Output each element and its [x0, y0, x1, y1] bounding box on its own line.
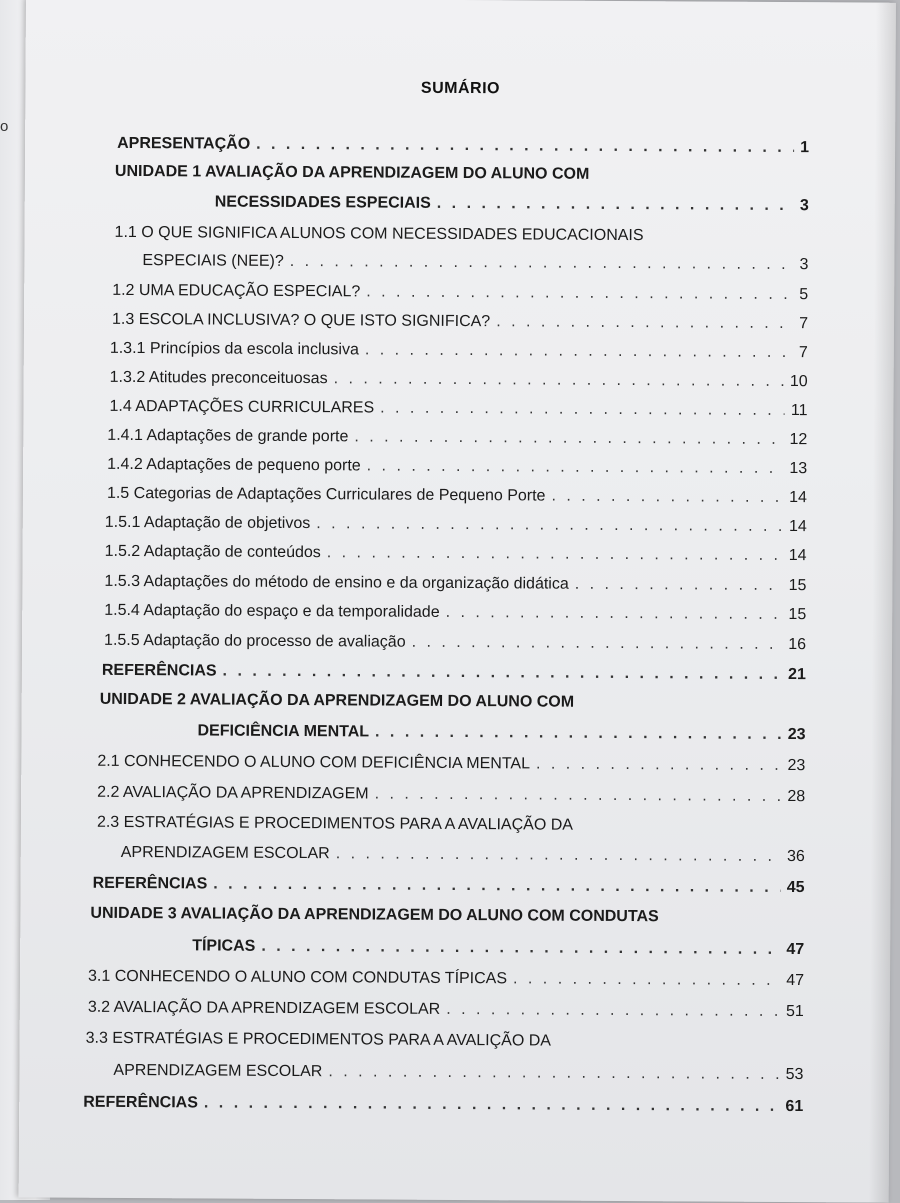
- toc-entry-page: 1: [800, 139, 810, 157]
- toc-entry-page: 5: [799, 286, 809, 304]
- toc-leader-dots: [551, 488, 783, 507]
- toc-entry-label: 3.2 AVALIAÇÃO DA APRENDIZAGEM ESCOLAR: [87, 998, 441, 1018]
- toc-entry-1-5-5: [104, 632, 806, 654]
- toc-entry-3-3-line-1: 3.3 ESTRATÉGIAS E PROCEDIMENTOS PARA A AVALIÇÃO DA: [85, 1029, 552, 1050]
- toc-leader-dots: [334, 370, 784, 391]
- toc-entry-1-1-line-1: 1.1 O QUE SIGNIFICA ALUNOS COM NECESSIDADES EDUCACIONAIS: [114, 223, 644, 245]
- toc-leader-dots: [380, 400, 785, 420]
- toc-leader-dots: [536, 755, 782, 774]
- toc-entry-label: 2.1 CONHECENDO O ALUNO COM DEFICIÊNCIA MENTAL: [97, 752, 531, 773]
- toc-entry-2-3-line-1: 2.3 ESTRATÉGIAS E PROCEDIMENTOS PARA A AVALIAÇÃO DA: [96, 813, 574, 834]
- toc-unit-2-heading: UNIDADE 2 AVALIAÇÃO DA APRENDIZAGEM DO ALUNO COM: [99, 690, 575, 711]
- toc-entry-page: 61: [785, 1098, 804, 1116]
- toc-entry-3-3: [113, 1062, 803, 1084]
- toc-leader-dots: [575, 576, 783, 595]
- toc-leader-dots: [412, 634, 783, 654]
- toc-entry-label: 1.3.1 Princípios da escola inclusiva: [109, 339, 359, 359]
- toc-entry-1-5: [107, 485, 807, 507]
- toc-entry-1-2: [112, 282, 808, 304]
- toc-entry-1-4-1: [107, 427, 807, 449]
- toc-leader-dots: [336, 845, 781, 866]
- toc-leader-dots: [367, 457, 784, 478]
- toc-entry-label: 1.5.1 Adaptação de objetivos: [104, 513, 311, 533]
- toc-entry-1-3: [112, 311, 808, 333]
- toc-entry-page: 23: [787, 726, 806, 744]
- toc-leader-dots: [261, 938, 780, 959]
- toc-entry-1-4: [109, 398, 807, 420]
- toc-leader-dots: [375, 723, 782, 743]
- toc-entry-label: REFERÊNCIAS: [92, 874, 208, 893]
- toc-leader-dots: [328, 1063, 779, 1084]
- toc-entry-page: 7: [798, 344, 808, 362]
- toc-entry-label: 1.5.5 Adaptação do processo de avaliação: [104, 631, 406, 651]
- toc-leader-dots: [366, 283, 793, 304]
- toc-entry-label: DEFICIÊNCIA MENTAL: [197, 722, 370, 741]
- toc-entry-apresentacao: [117, 135, 809, 157]
- toc-entry-page: 23: [787, 757, 806, 775]
- toc-entry-1-5-1: [105, 514, 807, 536]
- toc-entry-label: NECESSIDADES ESPECIAIS: [214, 193, 431, 212]
- toc-entry-3-1: [88, 968, 804, 990]
- toc-leader-dots: [290, 253, 794, 274]
- toc-entry-label: 1.4.2 Adaptações de pequeno porte: [107, 455, 361, 475]
- page-edge-shadow: [869, 3, 896, 1203]
- toc-entry-page: 7: [799, 315, 809, 333]
- toc-entry-page: 14: [788, 547, 807, 565]
- toc-entry-2-2: [97, 784, 805, 806]
- toc-entry-page: 16: [788, 636, 807, 654]
- toc-entry-label: APRESENTAÇÃO: [117, 134, 251, 153]
- toc-entry-label: APRENDIZAGEM ESCOLAR: [113, 1061, 323, 1081]
- toc-entry-page: 14: [789, 489, 808, 507]
- left-page-fragment: o: [0, 118, 9, 135]
- toc-entry-referencias-unit-2: [93, 875, 805, 897]
- toc-entry-referencias-unit-3: [83, 1094, 803, 1116]
- toc-entry-page: 12: [789, 431, 808, 449]
- toc-leader-dots: [256, 136, 794, 157]
- toc-entry-page: 14: [788, 518, 807, 536]
- toc-entry-label: 1.4 ADAPTAÇÕES CURRICULARES: [109, 397, 375, 417]
- toc-entry-page: 3: [799, 256, 809, 274]
- toc-leader-dots: [213, 876, 781, 897]
- toc-leader-dots: [223, 663, 783, 684]
- toc-entry-page: 3: [799, 197, 809, 215]
- toc-entry-label: 1.5 Categorias de Adaptações Curriculares de Pequeno Porte: [106, 484, 546, 505]
- toc-entry-page: 47: [786, 972, 805, 990]
- toc-entry-tipicas: [192, 937, 804, 959]
- toc-entry-page: 53: [785, 1066, 804, 1084]
- toc-entry-3-2: [88, 999, 804, 1021]
- toc-leader-dots: [204, 1094, 780, 1116]
- toc-leader-dots: [513, 970, 780, 990]
- toc-entry-label: 1.5.3 Adaptações do método de ensino e da organização didática: [104, 572, 569, 593]
- toc-entry-label: APRENDIZAGEM ESCOLAR: [120, 843, 330, 863]
- toc-entry-label: REFERÊNCIAS: [83, 1093, 198, 1112]
- toc-entry-page: 28: [787, 788, 806, 806]
- toc-entry-1-3-2: [110, 369, 808, 391]
- toc-entry-label: 2.2 AVALIAÇÃO DA APRENDIZAGEM: [97, 783, 369, 803]
- toc-entry-page: 36: [786, 848, 805, 866]
- toc-entry-page: 51: [785, 1003, 804, 1021]
- toc-entry-label: 1.5.4 Adaptação do espaço e da temporalidade: [104, 601, 440, 621]
- toc-entry-label: 1.3 ESCOLA INCLUSIVA? O QUE ISTO SIGNIFICA?: [111, 310, 491, 331]
- toc-entry-1-4-2: [107, 456, 807, 478]
- toc-entry-page: 47: [786, 941, 805, 959]
- toc-unit-1-heading: UNIDADE 1 AVALIAÇÃO DA APRENDIZAGEM DO ALUNO COM: [114, 162, 590, 183]
- toc-entry-1-5-2: [105, 543, 807, 565]
- toc-leader-dots: [446, 1001, 780, 1021]
- toc-entry-deficiencia-mental: [197, 722, 805, 744]
- toc-entry-label: REFERÊNCIAS: [101, 661, 217, 680]
- toc-leader-dots: [327, 544, 783, 565]
- toc-leader-dots: [316, 515, 783, 536]
- toc-entry-2-3: [121, 844, 805, 866]
- toc-leader-dots: [496, 313, 793, 333]
- toc-entry-label: 1.3.2 Atitudes preconceituosas: [109, 368, 328, 388]
- page-title: SUMÁRIO: [420, 79, 501, 98]
- toc-leader-dots: [365, 341, 793, 362]
- toc-entry-label: 1.5.2 Adaptação de conteúdos: [104, 542, 321, 562]
- toc-unit-3-heading: UNIDADE 3 AVALIAÇÃO DA APRENDIZAGEM DO ALUNO COM CONDUTAS: [90, 904, 659, 926]
- toc-entry-page: 45: [786, 879, 805, 897]
- toc-entry-2-1: [97, 753, 805, 775]
- toc-entry-page: 13: [789, 460, 808, 478]
- toc-entry-necessidades-especiais: [215, 193, 809, 215]
- toc-entry-label: 1.2 UMA EDUCAÇÃO ESPECIAL?: [112, 281, 361, 301]
- toc-entry-1-3-1: [110, 340, 808, 362]
- toc-entry-1-5-4: [104, 602, 806, 624]
- toc-leader-dots: [354, 428, 783, 449]
- toc-entry-page: 11: [790, 402, 808, 420]
- toc-entry-label: 1.4.1 Adaptações de grande porte: [107, 426, 349, 446]
- toc-entry-1-5-3: [104, 573, 806, 595]
- toc-entry-label: TÍPICAS: [192, 937, 256, 955]
- toc-entry-referencias-unit-1: [102, 662, 806, 684]
- book-page: [19, 0, 896, 1203]
- toc-entry-page: 21: [788, 666, 806, 684]
- toc-leader-dots: [446, 604, 783, 624]
- toc-entry-page: 10: [789, 373, 808, 391]
- toc-entry-page: 15: [788, 577, 807, 595]
- toc-leader-dots: [437, 195, 794, 215]
- toc-entry-page: 15: [788, 606, 807, 624]
- toc-leader-dots: [375, 785, 782, 805]
- toc-entry-1-1: [142, 252, 808, 274]
- toc-entry-label: 3.1 CONHECENDO O ALUNO COM CONDUTAS TÍPICAS: [87, 967, 508, 988]
- toc-entry-label: ESPECIAIS (NEE)?: [142, 252, 284, 270]
